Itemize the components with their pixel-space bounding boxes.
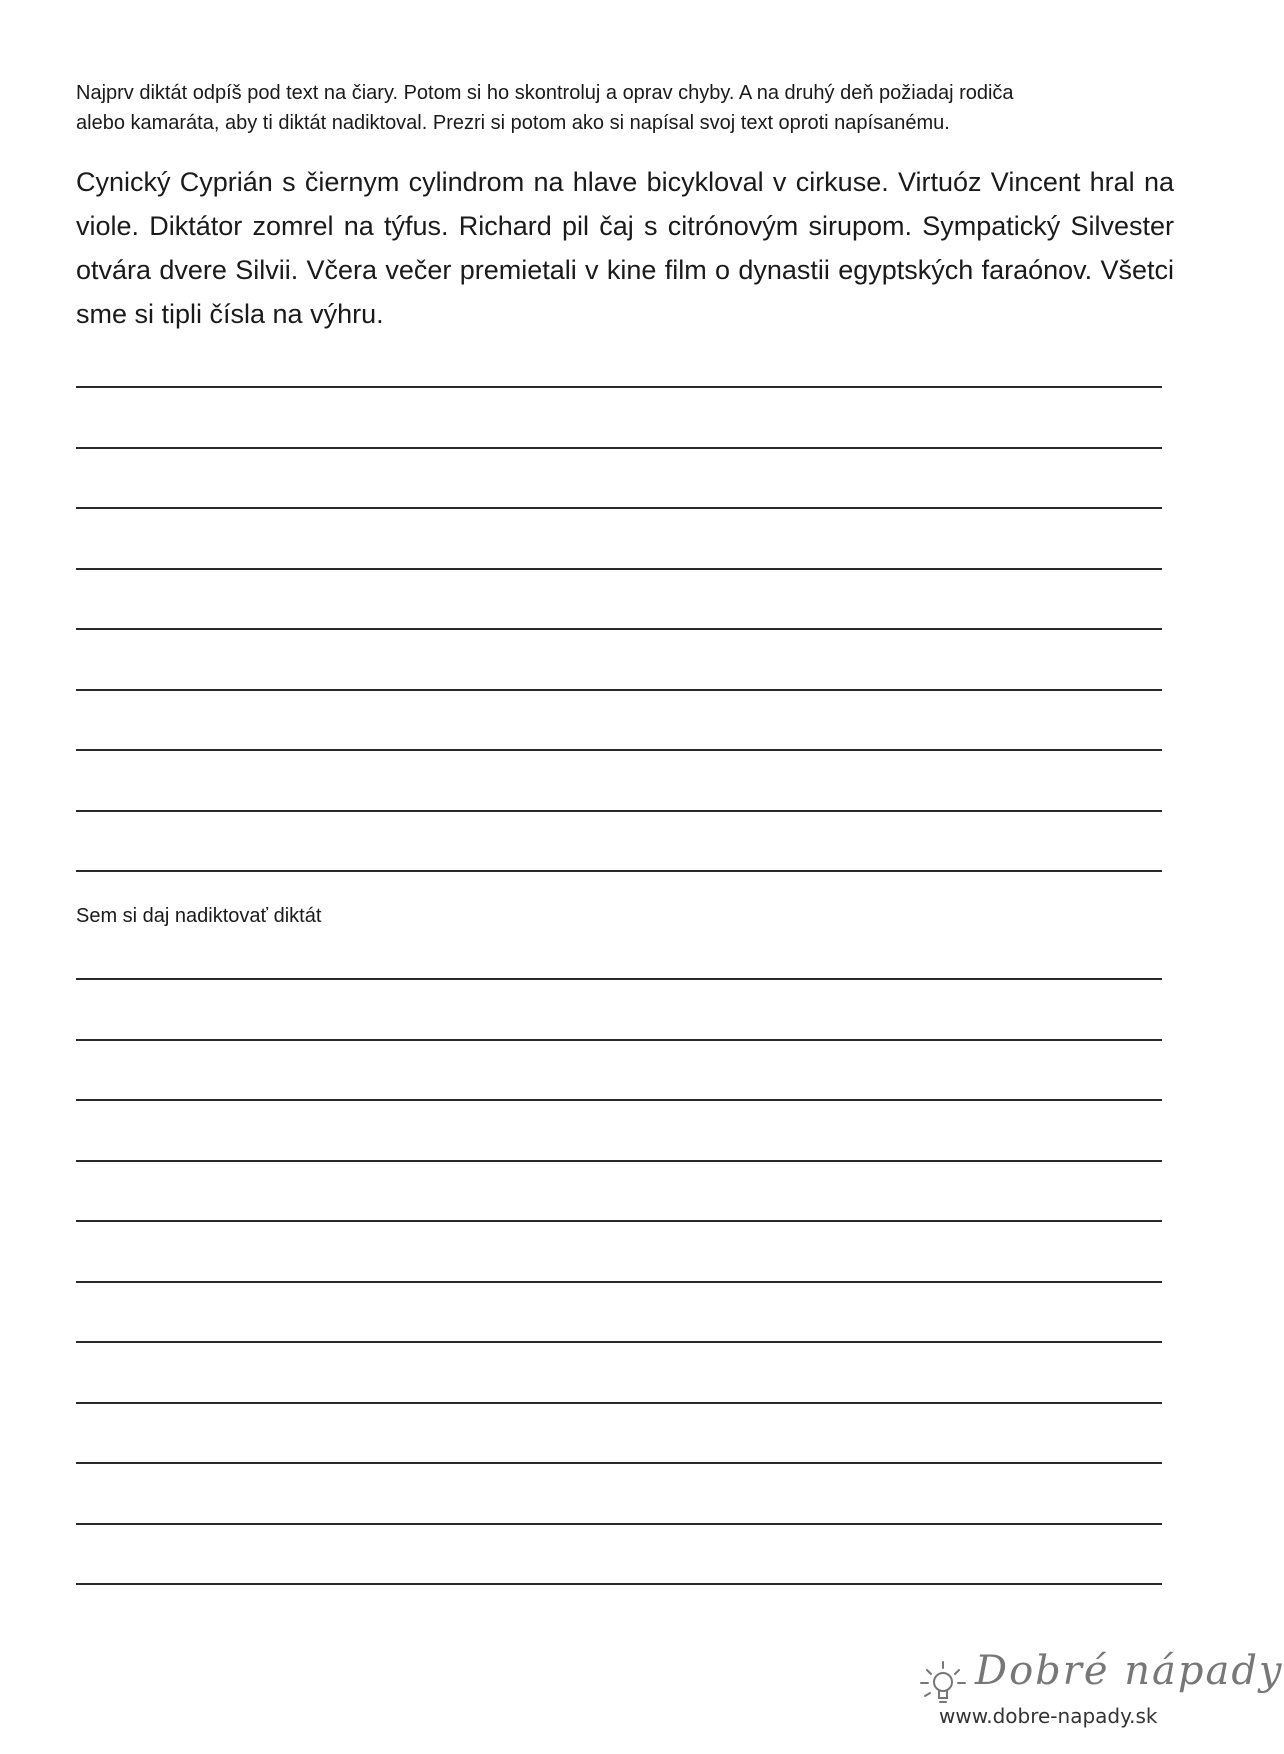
writing-line xyxy=(76,1039,1162,1041)
writing-line xyxy=(76,870,1162,872)
brand-logo xyxy=(915,1648,1284,1738)
writing-line xyxy=(76,689,1162,691)
writing-line xyxy=(76,978,1162,980)
writing-line xyxy=(76,1583,1162,1585)
writing-line xyxy=(76,386,1162,388)
logo-url: www.dobre-napady.sk xyxy=(939,1704,1158,1728)
writing-line xyxy=(76,1099,1162,1101)
instructions xyxy=(76,78,1166,138)
writing-line xyxy=(76,1402,1162,1404)
writing-line xyxy=(76,568,1162,570)
writing-line xyxy=(76,1462,1162,1464)
writing-line xyxy=(76,1523,1162,1525)
instructions-line-1: Najprv diktát odpíš pod text na čiary. Potom si ho skontroluj a oprav chyby. A na druhý deň požiadaj rodiča xyxy=(76,82,1014,104)
dictation-text: Cynický Cyprián s čiernym cylindrom na hlave bicykloval v cirkuse. Virtuóz Vincent hral na viole. Diktátor zomrel na týfus. Richard pil čaj s citrónovým sirupom. Sympatický Silvester otvára dvere Silvii. Včera večer premietali v kine film o dynastii egyptských faraónov. Všetci sme si tipli čísla na výhru. xyxy=(76,167,1174,329)
writing-line xyxy=(76,507,1162,509)
writing-line xyxy=(76,628,1162,630)
second-section-label: Sem si daj nadiktovať diktát xyxy=(76,905,322,927)
writing-line xyxy=(76,1220,1162,1222)
logo-name: Dobré nápady xyxy=(975,1648,1284,1694)
writing-line xyxy=(76,1341,1162,1343)
writing-line xyxy=(76,810,1162,812)
instructions-line-2: alebo kamaráta, aby ti diktát nadiktoval. Prezri si potom ako si napísal svoj text oproti napísanému. xyxy=(76,112,950,134)
writing-line xyxy=(76,447,1162,449)
writing-line xyxy=(76,1281,1162,1283)
writing-line xyxy=(76,1160,1162,1162)
writing-line xyxy=(76,749,1162,751)
